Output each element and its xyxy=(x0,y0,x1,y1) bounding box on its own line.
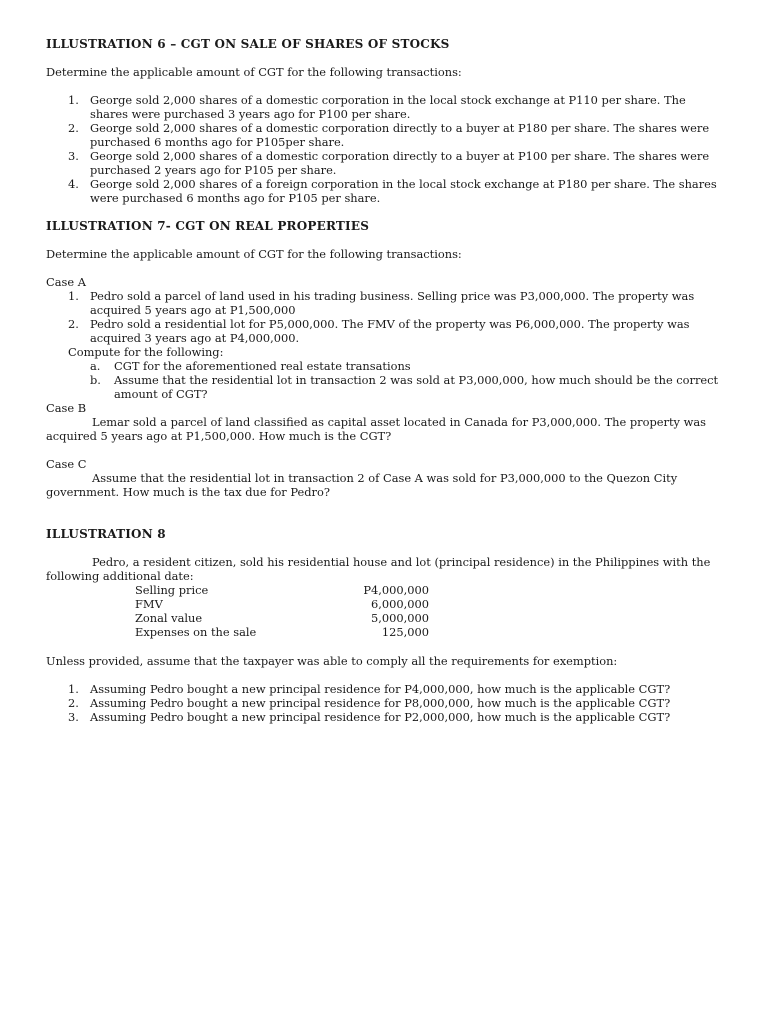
illustration-6-list xyxy=(46,93,726,205)
item-number: 4. xyxy=(68,177,79,191)
table-row xyxy=(135,611,429,625)
item-number: 2. xyxy=(68,121,79,135)
list-item xyxy=(46,373,726,401)
table-row xyxy=(135,583,429,597)
illustration-8-list xyxy=(46,682,726,724)
list-item xyxy=(46,696,726,710)
item-text: George sold 2,000 shares of a domestic corporation directly to a buyer at P180 per share. The shares were purchased 6 months ago for P105per share. xyxy=(90,121,710,149)
list-item xyxy=(46,93,726,121)
illustration-7-intro: Determine the applicable amount of CGT for the following transactions: xyxy=(46,247,462,261)
table-cell-label: Selling price xyxy=(135,583,209,597)
table-cell-value: 6,000,000 xyxy=(371,597,429,611)
list-item xyxy=(46,121,726,149)
list-item xyxy=(46,149,726,177)
illustration-6-intro: Determine the applicable amount of CGT for the following transactions: xyxy=(46,65,462,79)
illustration-6-heading: ILLUSTRATION 6 – CGT ON SALE OF SHARES OF STOCKS xyxy=(46,37,450,51)
item-text: Pedro sold a residential lot for P5,000,000. The FMV of the property was P6,000,000. The property was acquired 3 years ago at P4,000,000. xyxy=(90,317,690,345)
item-text: George sold 2,000 shares of a foreign corporation in the local stock exchange at P180 per share. The shares were purchased 6 months ago for P105 per share. xyxy=(90,177,717,205)
item-number: 3. xyxy=(68,710,79,724)
item-letter: a. xyxy=(90,359,101,373)
case-b-label: Case B xyxy=(46,401,87,415)
item-number: 2. xyxy=(68,696,79,710)
list-item xyxy=(46,359,726,373)
item-number: 1. xyxy=(68,682,79,696)
illustration-7-heading: ILLUSTRATION 7- CGT ON REAL PROPERTIES xyxy=(46,219,370,233)
item-text: George sold 2,000 shares of a domestic corporation directly to a buyer at P100 per share. The shares were purchased 2 years ago for P105 per share. xyxy=(90,149,710,177)
item-text: Assuming Pedro bought a new principal residence for P2,000,000, how much is the applicable CGT? xyxy=(90,710,671,724)
item-text: CGT for the aforementioned real estate transations xyxy=(114,359,411,373)
illustration-8-heading: ILLUSTRATION 8 xyxy=(46,527,166,541)
table-cell-label: FMV xyxy=(135,597,163,611)
case-c-label: Case C xyxy=(46,457,87,471)
compute-sub-list xyxy=(46,359,726,401)
table-row xyxy=(135,597,429,611)
compute-label: Compute for the following: xyxy=(68,345,224,359)
item-text: Assuming Pedro bought a new principal residence for P4,000,000, how much is the applicable CGT? xyxy=(90,682,671,696)
table-cell-label: Zonal value xyxy=(135,611,203,625)
case-b-text: Lemar sold a parcel of land classified as capital asset located in Canada for P3,000,000. The property was acquired 5 years ago at P1,500,000. How much is the CGT? xyxy=(46,415,706,443)
item-number: 2. xyxy=(68,317,79,331)
list-item xyxy=(46,710,726,724)
table-cell-value: 125,000 xyxy=(381,625,429,639)
case-a-list xyxy=(46,289,726,345)
case-c-text: Assume that the residential lot in transaction 2 of Case A was sold for P3,000,000 to the Quezon City government. How much is the tax due for Pedro? xyxy=(46,471,678,499)
item-number: 1. xyxy=(68,289,79,303)
table-cell-label: Expenses on the sale xyxy=(135,625,257,639)
item-text: Assuming Pedro bought a new principal residence for P8,000,000, how much is the applicable CGT? xyxy=(90,696,671,710)
item-text: Pedro sold a parcel of land used in his trading business. Selling price was P3,000,000. The property was acquired 5 years ago at P1,500,000 xyxy=(90,289,695,317)
item-letter: b. xyxy=(90,373,101,387)
item-number: 1. xyxy=(68,93,79,107)
table-row xyxy=(135,625,429,639)
table-cell-value: P4,000,000 xyxy=(363,583,429,597)
list-item xyxy=(46,682,726,696)
illustration-8-intro: Pedro, a resident citizen, sold his residential house and lot (principal residence) in the Philippines with the following additional date: xyxy=(46,555,711,583)
table-cell-value: 5,000,000 xyxy=(371,611,429,625)
sale-details-table xyxy=(135,583,429,639)
exemption-note: Unless provided, assume that the taxpayer was able to comply all the requirements for exemption: xyxy=(46,654,618,668)
list-item xyxy=(46,289,726,317)
list-item xyxy=(46,317,726,345)
item-text: George sold 2,000 shares of a domestic corporation in the local stock exchange at P110 per share. The shares were purchased 3 years ago for P100 per share. xyxy=(90,93,686,121)
item-text: Assume that the residential lot in transaction 2 was sold at P3,000,000, how much should be the correct amount of CGT? xyxy=(114,373,719,401)
item-number: 3. xyxy=(68,149,79,163)
list-item xyxy=(46,177,726,205)
case-a-label: Case A xyxy=(46,275,86,289)
